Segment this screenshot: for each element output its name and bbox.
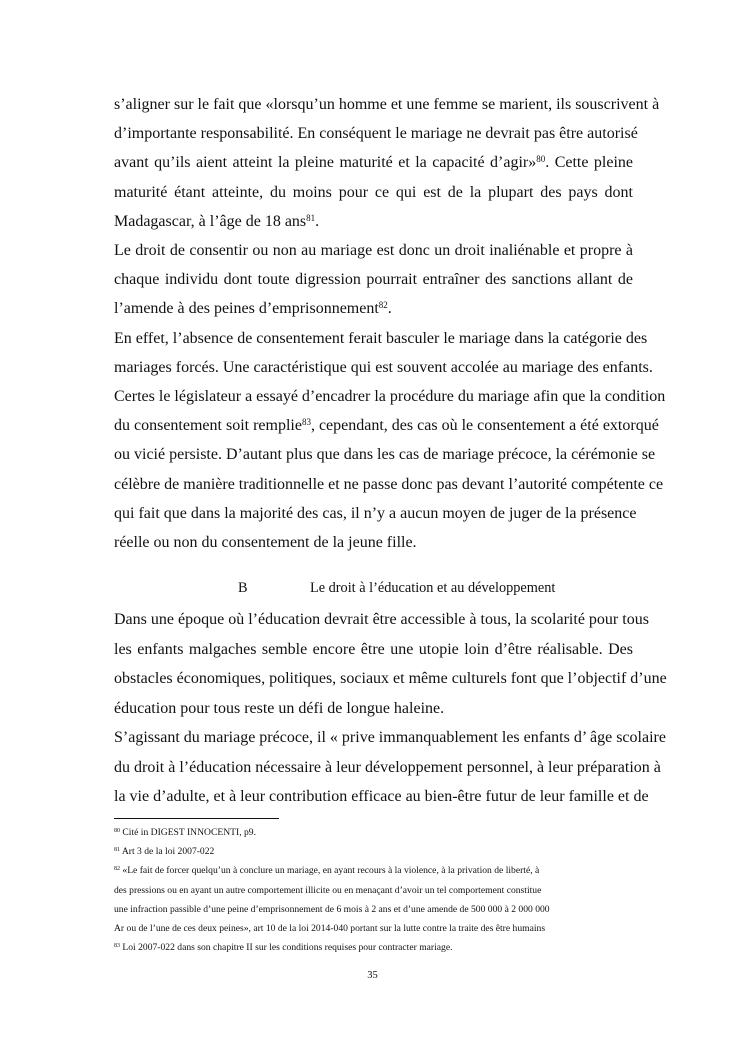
text-line: d’importante responsabilité. En conséquent le mariage ne devrait pas être autorisé xyxy=(114,125,638,143)
section-title: Le droit à l’éducation et au développement xyxy=(310,580,556,596)
text-line: obstacles économiques, politiques, sociaux et même culturels font que l’objectif d’une xyxy=(114,670,667,687)
text-line: Dans une époque où l’éducation devrait être accessible à tous, la scolarité pour tous xyxy=(114,611,649,628)
text-line: l’amende à des peines d’emprisonnement$^{82}$. xyxy=(114,300,392,318)
footnote-line: $^{82}$ «Le fait de forcer quelqu’un à conclure un mariage, en ayant recours à la violence, à la privation de liberté, à xyxy=(114,865,540,877)
text-line: avant qu’ils aient atteint la pleine maturité et la capacité d’agir»$^{80}$. Cette pleine xyxy=(114,154,633,172)
text-line: du consentement soit remplie$^{83}$, cependant, des cas où le consentement a été extorqué xyxy=(114,417,659,435)
text-line: du droit à l’éducation nécessaire à leur développement personnel, à leur préparation à xyxy=(114,758,661,776)
text-line: chaque individu dont toute digression pourrait entraîner des sanctions allant de xyxy=(114,271,633,289)
text-line: réelle ou non du consentement de la jeune fille. xyxy=(114,534,417,551)
footnote-ref[interactable]: 82 xyxy=(378,300,388,311)
text-line: S’agissant du mariage précoce, il « prive immanquablement les enfants d’ âge scolaire xyxy=(114,729,666,746)
section-heading xyxy=(114,578,633,598)
footnote-number: 82 xyxy=(114,866,120,873)
text-line: Madagascar, à l’âge de 18 ans$^{81}$. xyxy=(114,212,320,230)
footnote-line: Ar ou de l’une de ces deux peines», art 10 de la loi 2014-040 portant sur la lutte contre la traite des être humains xyxy=(114,923,546,934)
footnote-ref[interactable]: 80 xyxy=(536,154,546,165)
footnote-separator xyxy=(114,818,279,819)
text-line: les enfants malgaches semble encore être une utopie loin d’être réalisable. Des xyxy=(114,640,633,658)
text-line: Le droit de consentir ou non au mariage est donc un droit inaliénable et propre à xyxy=(114,242,633,259)
footnote-ref[interactable]: 81 xyxy=(306,212,316,223)
text-line: mariages forcés. Une caractéristique qui est souvent accolée au mariage des enfants. xyxy=(114,358,653,376)
text-line: maturité étant atteinte, du moins pour ce qui est de la plupart des pays dont xyxy=(114,183,633,201)
text-line: éducation pour tous reste un défi de longue haleine. xyxy=(114,699,445,717)
footnote-line: des pressions ou en ayant un autre comportement illicite ou en menaçant d’avoir un tel comportement constitue xyxy=(114,884,542,896)
text-line: En effet, l’absence de consentement ferait basculer le mariage dans la catégorie des xyxy=(114,329,648,347)
text-line: ou vicié persiste. D’autant plus que dans les cas de mariage précoce, la cérémonie se xyxy=(114,446,656,464)
footnote-line: $^{81}$ Art 3 de la loi 2007-022 xyxy=(114,846,215,858)
footnote-number: 81 xyxy=(114,847,120,854)
text-line: la vie d’adulte, et à leur contribution efficace au bien-être futur de leur famille et de xyxy=(114,788,649,805)
footnote-line: $^{80}$ Cité in DIGEST INNOCENTI, p9. xyxy=(114,827,256,838)
footnote-line: une infraction passible d’une peine d’emprisonnement de 6 mois à 2 ans et d’une amende de 500 000 à 2 000 000 xyxy=(114,903,550,915)
text-line: célèbre de manière traditionnelle et ne passe donc pas devant l’autorité compétente ce xyxy=(114,475,664,493)
footnote-line: $^{83}$ Loi 2007-022 dans son chapitre II sur les conditions requises pour contracter mariage. xyxy=(114,942,453,954)
text-line: qui fait que dans la majorité des cas, il n’y a aucun moyen de juger de la présence xyxy=(114,504,637,522)
section-letter: B xyxy=(238,580,248,596)
text-line: Certes le législateur a essayé d’encadrer la procédure du mariage afin que la condition xyxy=(114,388,666,405)
footnote-ref[interactable]: 83 xyxy=(301,417,311,428)
page-number: 35 xyxy=(367,970,378,981)
text-line: s’aligner sur le fait que «lorsqu’un homme et une femme se marient, ils souscrivent à xyxy=(114,96,660,113)
footnote-number: 83 xyxy=(114,943,120,950)
footnote-number: 80 xyxy=(114,828,120,834)
